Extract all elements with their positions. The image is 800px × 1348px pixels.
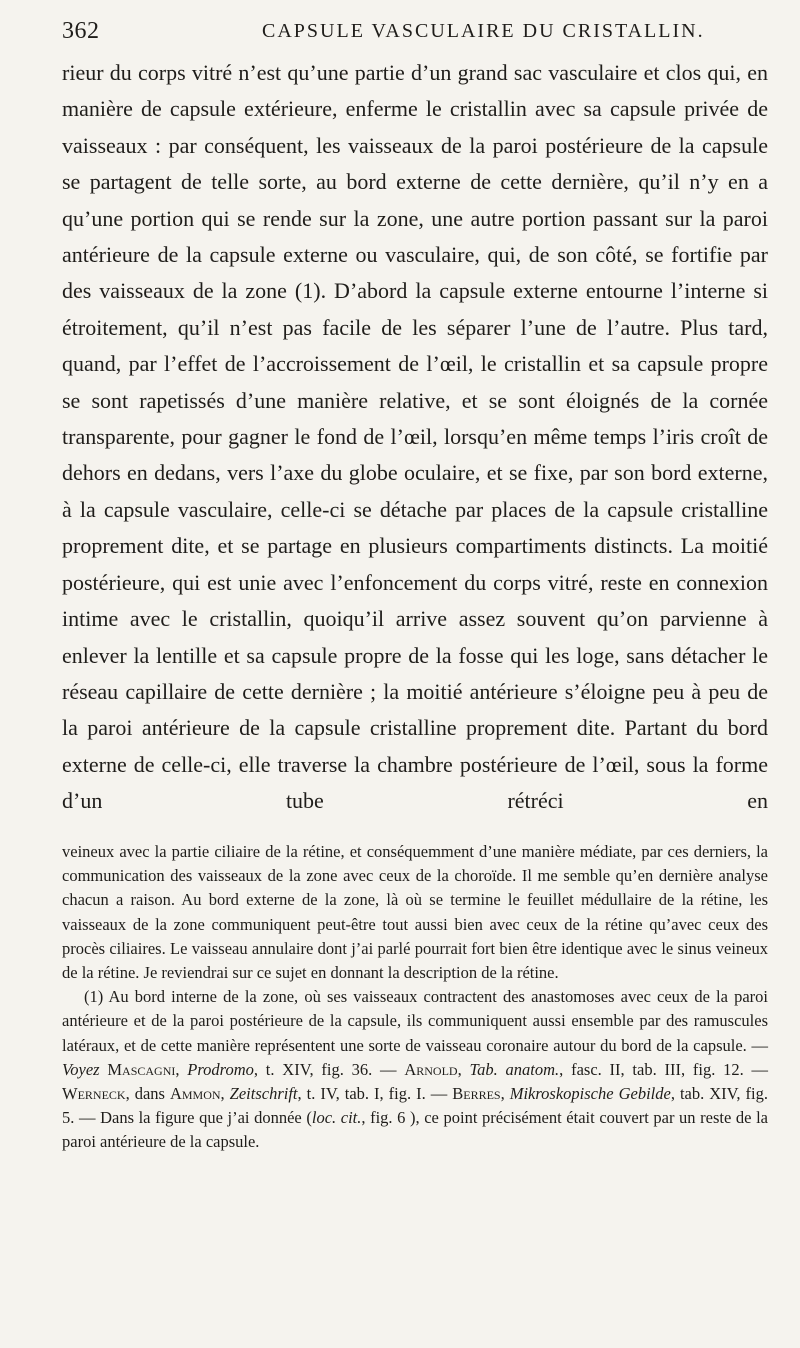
work-zeitschrift: Zeitschrift — [229, 1084, 298, 1104]
reference-text: , fasc. II, tab. III, fig. 12. — — [559, 1059, 769, 1079]
page-header — [62, 18, 762, 50]
body-paragraph: rieur du corps vitré n’est qu’une partie d’un grand sac vasculaire et clos qui, en manière de capsule extérieure, enferme le cristallin avec sa capsule privée de vaisseaux : par conséquent, les vaisseaux de la paroi postérieure de la capsule se partagent de telle sorte, au bord externe de cette dernière, qu’il n’y en a qu’une portion qui se rende sur la zone, une autre portion passant sur la paroi antérieure de la capsule externe ou vasculaire, qui, de son côté, se fortifie par des vaisseaux de la zone (1). D’abord la capsule externe entourne l’interne si étroitement, qu’il n’est pas facile de les séparer l’une de l’autre. Plus tard, quand, par l’effet de l’accroissement de l’œil, le cristallin et sa capsule propre se sont rapetissés d’une manière relative, et se sont éloignés de la cornée transparente, pour gagner le fond de l’œil, lorsqu’en même temps l’iris croît de dehors en dedans, vers l’axe du globe oculaire, et se fixe, par son bord externe, à la capsule vasculaire, celle-ci se détache par places de la capsule cristalline proprement dite, et se partage en plusieurs compartiments distincts. La moitié postérieure, qui est unie avec l’enfoncement du corps vitré, reste en connexion intime avec le cristallin, quoiqu’il arrive assez souvent qu’on parvienne à enlever la lentille et sa capsule propre de la fosse qui les loge, sans détacher le réseau capillaire de cette dernière ; la moitié antérieure s’éloigne peu à peu de la paroi antérieure de la capsule cristalline proprement dite. Partant du bord externe de celle-ci, elle traverse la chambre postérieure de l’œil, sous la forme d’un tube rétréci en — [62, 60, 768, 814]
author-ammon: Ammon — [169, 1084, 221, 1104]
continued-footnote: veineux avec la partie ciliaire de la rétine, et conséquemment d’une manière médiate, par ces derniers, la communication des vaisseaux de la zone avec ceux de la choroïde. Il me semble qu’en dernière analyse chacun a raison. Au bord externe de la zone, là où se termine le feuillet médullaire de la rétine, les vaisseaux de la zone communiquent peut-être tout aussi bien avec ceux de la rétine qu’avec ceux des procès ciliaires. Le vaisseau annulaire dont j’ai parlé pourrait fort bien être identique avec le sinus veineux de la rétine. Je reviendrai sur ce sujet en donnant la description de la rétine. — [62, 842, 768, 983]
footnote-1 — [62, 985, 768, 1154]
reference-text: , t. IV, tab. I, fig. I. — — [297, 1084, 448, 1104]
voyez-text: Voyez — [62, 1059, 100, 1079]
loc-cit: loc. cit. — [311, 1108, 362, 1128]
author-berres: Berres — [452, 1084, 501, 1104]
author-werneck: Werneck — [62, 1084, 126, 1104]
footnotes — [62, 840, 768, 1155]
reference-text: , tab. XIV, fig. 5. — Dans la figure que j’ai donnée ( — [62, 1084, 768, 1128]
main-text — [62, 55, 768, 856]
comma: , — [457, 1059, 462, 1079]
footnote-marker: (1) — [84, 987, 104, 1007]
reference-text: , fig. 6 ), ce point précisément était couvert par un reste de la paroi antérieure de la capsule. — [62, 1108, 768, 1152]
reference-text: , t. XIV, fig. 36. — — [253, 1059, 397, 1079]
comma: , — [175, 1059, 180, 1079]
comma: , — [220, 1084, 225, 1104]
author-mascagni: Mascagni — [107, 1059, 176, 1079]
footnote-text: Au bord interne de la zone, où ses vaisseaux contractent des anastomoses avec ceux de la paroi antérieure et de la paroi postérieure de la capsule, ils communiquent aussi ensemble par des ramuscules latéraux, et de cette manière représentent une sorte de vaisseau coronaire autour du bord de la capsule. — — [62, 987, 768, 1055]
work-tab-anatom: Tab. anatom. — [469, 1059, 560, 1079]
comma: , — [500, 1084, 505, 1104]
work-prodromo: Prodromo — [187, 1059, 254, 1079]
reference-text: , dans — [125, 1084, 165, 1104]
page-number: 362 — [62, 18, 100, 44]
work-mikroskopische-gebilde: Mikroskopische Gebilde — [509, 1084, 671, 1104]
author-arnold: Arnold — [404, 1059, 458, 1079]
running-title: CAPSULE VASCULAIRE DU CRISTALLIN. — [262, 20, 705, 42]
